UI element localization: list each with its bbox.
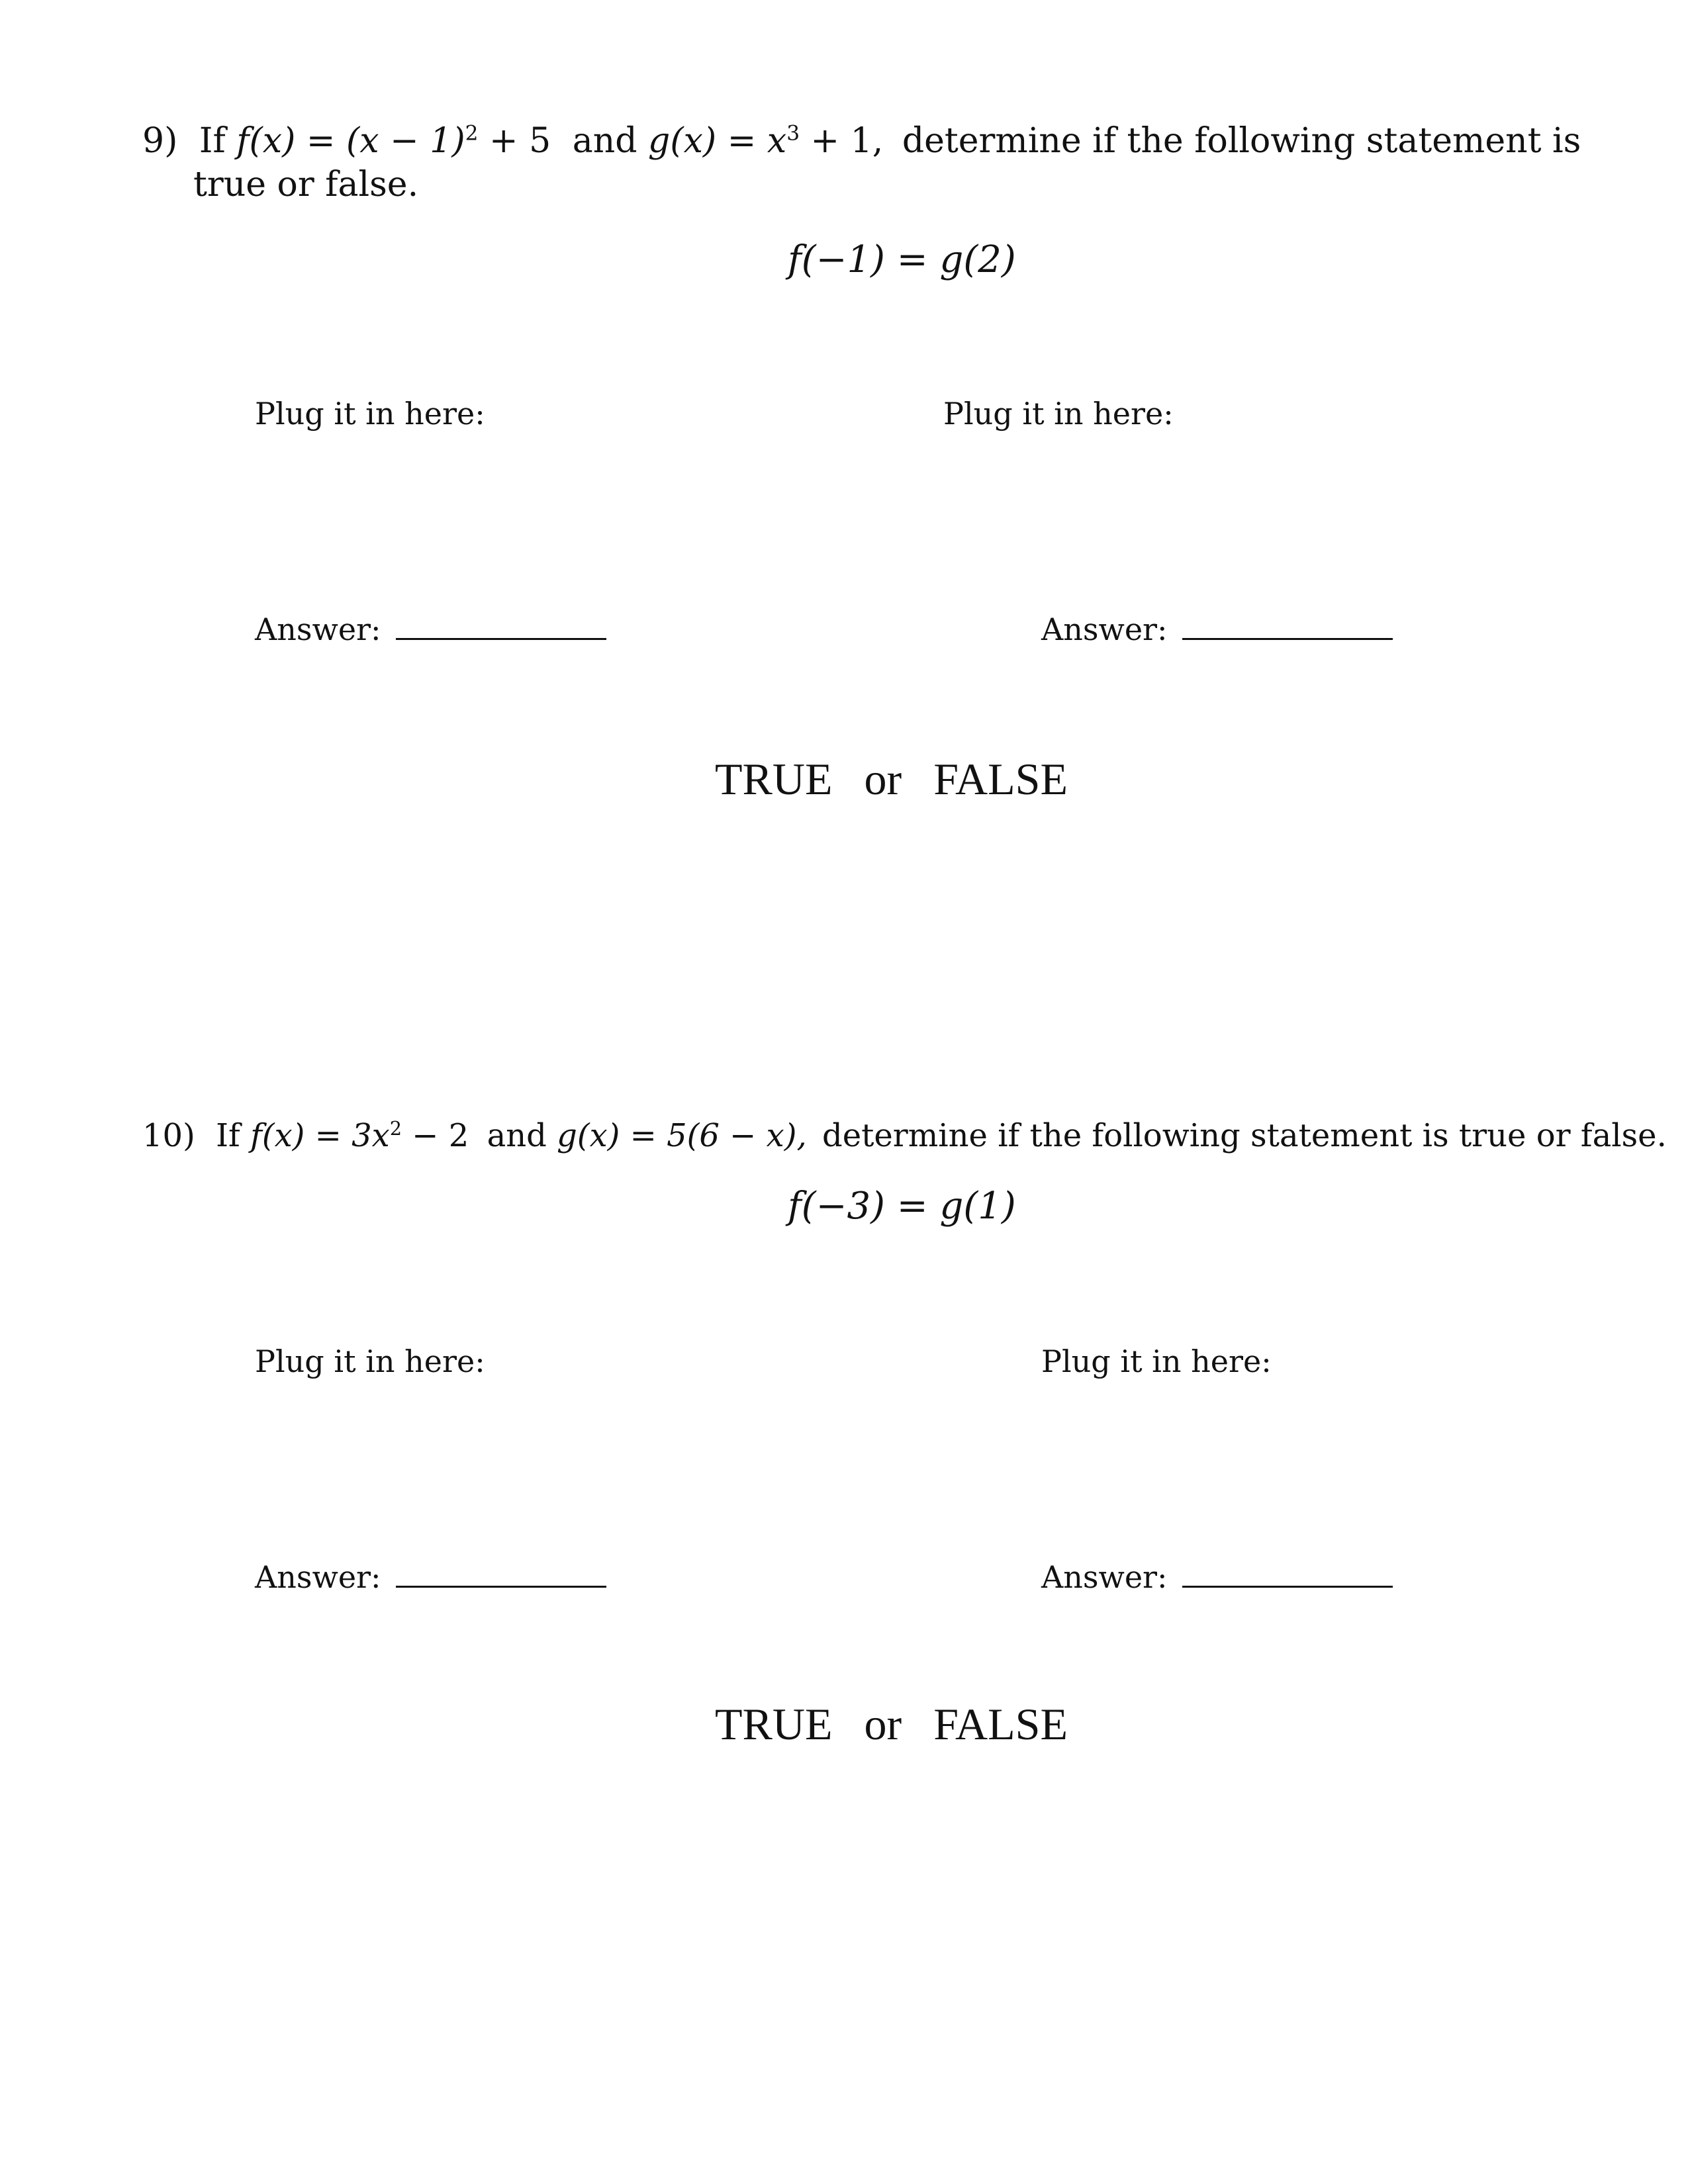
answer-blank[interactable]: [396, 1557, 606, 1588]
or-word: or: [864, 754, 902, 804]
answer-label: Answer:: [255, 612, 381, 647]
answer-row-left: [255, 609, 606, 647]
answer-label: Answer:: [1041, 612, 1168, 647]
answer-row-right: [1041, 609, 1393, 647]
answer-blank[interactable]: [1182, 1557, 1393, 1588]
answer-row-left: [255, 1557, 606, 1595]
question-9-statement: [142, 119, 1581, 163]
plug-it-in-label-right: Plug it in here:: [1041, 1343, 1272, 1379]
true-or-false-choice: [715, 1698, 1084, 1751]
true-or-false-choice: [715, 753, 1084, 805]
or-word: or: [864, 1699, 902, 1749]
f-definition: $f(x) = 3x^2 - 2$: [250, 1117, 469, 1154]
question-9-line2: true or false.: [193, 165, 419, 205]
question-9-equation: f(−1) = g(2): [788, 238, 1016, 281]
and-word: and: [572, 121, 637, 161]
answer-label: Answer:: [255, 1559, 381, 1595]
question-10-statement: [142, 1117, 1667, 1154]
g-definition: g(x) = 5(6 − x),: [557, 1117, 807, 1154]
question-lead: If: [216, 1117, 240, 1154]
f-definition: $f(x) = (x - 1)^2 + 5$: [236, 121, 551, 161]
true-option[interactable]: TRUE: [715, 754, 833, 804]
answer-blank[interactable]: [1182, 609, 1393, 640]
answer-blank[interactable]: [396, 609, 606, 640]
question-instruction: determine if the following statement is: [902, 121, 1581, 161]
and-word: and: [487, 1117, 547, 1154]
false-option[interactable]: FALSE: [933, 754, 1068, 804]
plug-it-in-label-left: Plug it in here:: [255, 396, 485, 432]
plug-it-in-label-right: Plug it in here:: [943, 396, 1174, 432]
question-instruction: determine if the following statement is true or false.: [821, 1117, 1667, 1154]
question-lead: If: [199, 121, 226, 161]
answer-row-right: [1041, 1557, 1393, 1595]
answer-label: Answer:: [1041, 1559, 1168, 1595]
question-number: 9): [142, 121, 178, 161]
plug-it-in-label-left: Plug it in here:: [255, 1343, 485, 1379]
g-definition: $g(x) = x^3 + 1$,: [648, 121, 884, 161]
question-10-equation: f(−3) = g(1): [788, 1185, 1016, 1228]
false-option[interactable]: FALSE: [933, 1699, 1068, 1749]
true-option[interactable]: TRUE: [715, 1699, 833, 1749]
question-number: 10): [142, 1117, 195, 1154]
